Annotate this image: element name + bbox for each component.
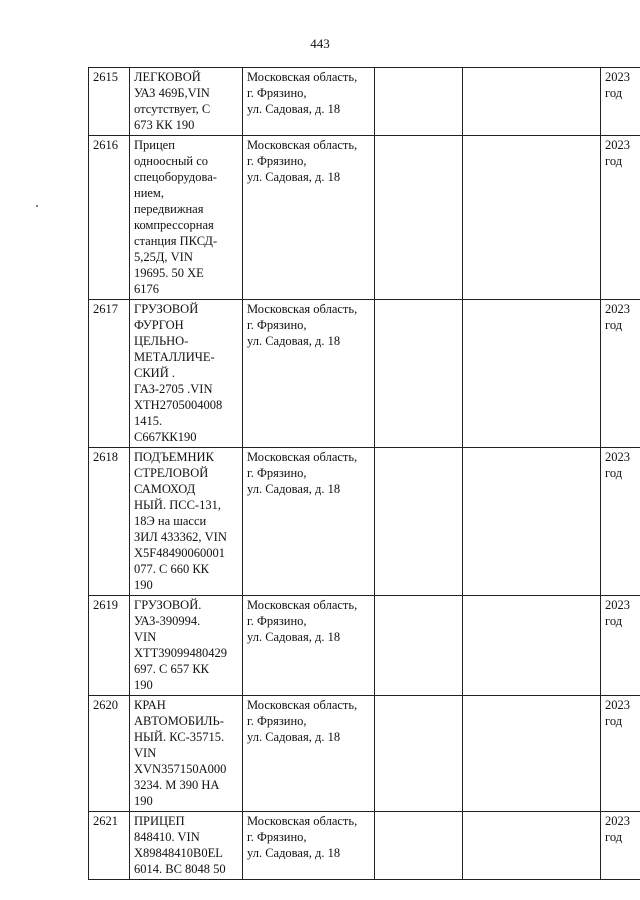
vehicle-description-line: VIN: [134, 630, 157, 644]
vehicle-description-line: 673 КК 190: [134, 118, 195, 132]
year-line: год: [605, 714, 623, 728]
vehicle-description-line: 19695. 50 ХЕ: [134, 266, 204, 280]
address-line: Московская область,: [247, 138, 358, 152]
vehicle-description-line: 190: [134, 794, 153, 808]
vehicle-description-line: одноосный со: [134, 154, 208, 168]
year-line: год: [605, 154, 623, 168]
vehicle-description-line: нием,: [134, 186, 164, 200]
vehicle-description-line: спецоборудова-: [134, 170, 217, 184]
row-number: 2615: [93, 70, 118, 84]
table-row: [89, 300, 640, 448]
empty-cell: [463, 300, 601, 448]
vehicle-description-line: ФУРГОН: [134, 318, 184, 332]
row-number-cell: [89, 596, 130, 696]
vehicle-description-line: передвижная: [134, 202, 204, 216]
vehicle-description-line: С667КК190: [134, 430, 197, 444]
row-number-cell: [89, 448, 130, 596]
page-number: 443: [310, 36, 330, 51]
vehicle-description-line: станция ПКСД-: [134, 234, 218, 248]
vehicle-description-line: компрессорная: [134, 218, 214, 232]
vehicle-description-cell: [130, 136, 243, 300]
table-row: [89, 812, 640, 880]
vehicle-description-line: ПРИЦЕП: [134, 814, 185, 828]
address-line: Московская область,: [247, 302, 358, 316]
address-line: ул. Садовая, д. 18: [247, 630, 341, 644]
year-line: год: [605, 318, 623, 332]
year-line: год: [605, 830, 623, 844]
row-number: 2618: [93, 450, 118, 464]
address-line: Московская область,: [247, 814, 358, 828]
registry-table-body: [89, 68, 640, 880]
address-line: г. Фрязино,: [247, 466, 307, 480]
year-cell: [601, 68, 640, 136]
vehicle-description-line: УАЗ-390994.: [134, 614, 201, 628]
address-line: Московская область,: [247, 70, 358, 84]
address-line: ул. Садовая, д. 18: [247, 846, 341, 860]
year-cell: [601, 696, 640, 812]
empty-cell: [463, 136, 601, 300]
vehicle-description-cell: [130, 300, 243, 448]
year-line: год: [605, 614, 623, 628]
vehicle-description-line: XVN357150A000: [134, 762, 227, 776]
vehicle-description-line: СТРЕЛОВОЙ: [134, 466, 209, 480]
address-cell: [243, 448, 375, 596]
empty-cell: [375, 596, 463, 696]
empty-cell: [375, 448, 463, 596]
address-line: ул. Садовая, д. 18: [247, 334, 341, 348]
vehicle-description-cell: [130, 448, 243, 596]
empty-cell: [375, 68, 463, 136]
vehicle-description-cell: [130, 812, 243, 880]
vehicle-description-line: ХТН2705004008: [134, 398, 223, 412]
vehicle-description-line: VIN: [134, 746, 157, 760]
address-cell: [243, 812, 375, 880]
row-number-cell: [89, 300, 130, 448]
address-line: ул. Садовая, д. 18: [247, 482, 341, 496]
empty-cell: [463, 812, 601, 880]
table-row: [89, 448, 640, 596]
row-number-cell: [89, 136, 130, 300]
year-cell: [601, 448, 640, 596]
empty-cell: [463, 448, 601, 596]
vehicle-description-line: 848410. VIN: [134, 830, 200, 844]
row-number: 2620: [93, 698, 118, 712]
year-cell: [601, 812, 640, 880]
vehicle-description-line: ЦЕЛЬНО-: [134, 334, 189, 348]
year-line: год: [605, 466, 623, 480]
vehicle-description-line: СКИЙ .: [134, 366, 175, 380]
empty-cell: [463, 68, 601, 136]
year-line: 2023: [605, 70, 630, 84]
vehicle-description-line: НЫЙ. КС-35715.: [134, 730, 225, 744]
vehicle-description-line: 190: [134, 678, 153, 692]
address-line: Московская область,: [247, 450, 358, 464]
table-row: [89, 696, 640, 812]
vehicle-description-line: ГАЗ-2705 .VIN: [134, 382, 213, 396]
vehicle-description-line: УАЗ 469Б,VIN: [134, 86, 210, 100]
address-line: ул. Садовая, д. 18: [247, 102, 341, 116]
year-cell: [601, 596, 640, 696]
row-number: 2616: [93, 138, 118, 152]
vehicle-description-line: 6176: [134, 282, 159, 296]
vehicle-description-line: КРАН: [134, 698, 166, 712]
address-line: Московская область,: [247, 698, 358, 712]
vehicle-description-line: 1415.: [134, 414, 163, 428]
empty-cell: [375, 300, 463, 448]
year-cell: [601, 300, 640, 448]
year-cell: [601, 136, 640, 300]
row-number: 2619: [93, 598, 118, 612]
year-line: 2023: [605, 138, 630, 152]
address-cell: [243, 300, 375, 448]
vehicle-description-line: ЛЕГКОВОЙ: [134, 70, 201, 84]
vehicle-description-line: X89848410B0EL: [134, 846, 223, 860]
address-cell: [243, 68, 375, 136]
vehicle-description-line: 190: [134, 578, 153, 592]
year-line: год: [605, 86, 623, 100]
address-line: ул. Садовая, д. 18: [247, 170, 341, 184]
year-line: 2023: [605, 302, 630, 316]
empty-cell: [463, 696, 601, 812]
empty-cell: [375, 136, 463, 300]
vehicle-description-line: 3234. М 390 НА: [134, 778, 220, 792]
empty-cell: [375, 812, 463, 880]
margin-speck: [36, 205, 38, 207]
vehicle-description-line: Прицеп: [134, 138, 175, 152]
row-number-cell: [89, 696, 130, 812]
year-line: 2023: [605, 598, 630, 612]
vehicle-description-line: 077. С 660 КК: [134, 562, 210, 576]
vehicle-description-line: 5,25Д, VIN: [134, 250, 193, 264]
vehicle-description-line: ЗИЛ 433362, VIN: [134, 530, 227, 544]
vehicle-description-line: МЕТАЛЛИЧЕ-: [134, 350, 215, 364]
row-number: 2621: [93, 814, 118, 828]
year-line: 2023: [605, 450, 630, 464]
address-cell: [243, 136, 375, 300]
year-line: 2023: [605, 698, 630, 712]
vehicle-description-line: ГРУЗОВОЙ.: [134, 598, 202, 612]
vehicle-registry-table: [88, 67, 640, 880]
table-row: [89, 596, 640, 696]
row-number: 2617: [93, 302, 118, 316]
vehicle-description-line: АВТОМОБИЛЬ-: [134, 714, 224, 728]
table-row: [89, 136, 640, 300]
vehicle-description-line: САМОХОД: [134, 482, 196, 496]
address-line: ул. Садовая, д. 18: [247, 730, 341, 744]
address-line: г. Фрязино,: [247, 86, 307, 100]
vehicle-description-line: 6014. ВС 8048 50: [134, 862, 226, 876]
row-number-cell: [89, 812, 130, 880]
vehicle-description-line: ГРУЗОВОЙ: [134, 302, 199, 316]
vehicle-description-cell: [130, 696, 243, 812]
address-cell: [243, 596, 375, 696]
vehicle-description-cell: [130, 596, 243, 696]
address-line: г. Фрязино,: [247, 830, 307, 844]
vehicle-description-line: 697. С 657 КК: [134, 662, 210, 676]
vehicle-description-line: ПОДЪЕМНИК: [134, 450, 214, 464]
empty-cell: [375, 696, 463, 812]
vehicle-description-line: НЫЙ. ПСС-131,: [134, 498, 221, 512]
vehicle-description-line: X5F48490060001: [134, 546, 225, 560]
vehicle-description-line: 18Э на шасси: [134, 514, 207, 528]
address-cell: [243, 696, 375, 812]
address-line: Московская область,: [247, 598, 358, 612]
vehicle-description-line: отсутствует, С: [134, 102, 211, 116]
empty-cell: [463, 596, 601, 696]
year-line: 2023: [605, 814, 630, 828]
address-line: г. Фрязино,: [247, 154, 307, 168]
row-number-cell: [89, 68, 130, 136]
address-line: г. Фрязино,: [247, 614, 307, 628]
table-row: [89, 68, 640, 136]
vehicle-description-line: ХТТ39099480429: [134, 646, 228, 660]
address-line: г. Фрязино,: [247, 318, 307, 332]
vehicle-description-cell: [130, 68, 243, 136]
address-line: г. Фрязино,: [247, 714, 307, 728]
